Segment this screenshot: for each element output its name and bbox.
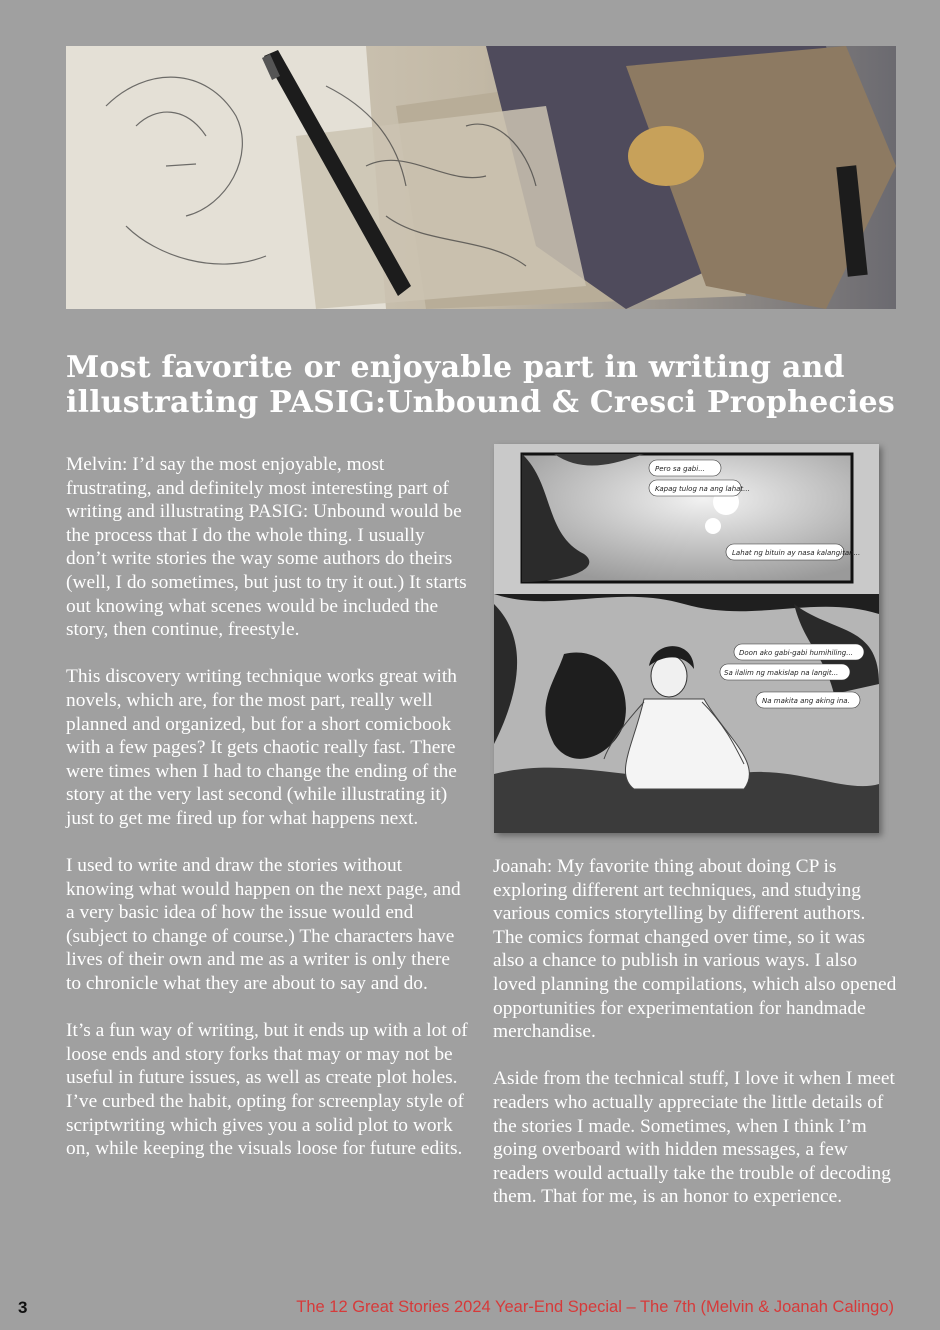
speech-bubble: Na makita ang aking ina. — [762, 697, 850, 705]
paragraph: Melvin: I’d say the most enjoyable, most frustrating, and definitely most interesting part of writing and illustrating PASIG: Unbound would be the process that I do the whole thing. I usually don’t write stories the way some authors do theirs (well, I do sometimes, but just to try it out.) It starts out knowing what scenes would be included the story, then continue, freestyle. — [66, 454, 467, 641]
page-number: 3 — [18, 1298, 28, 1317]
right-column — [493, 855, 898, 1233]
sketch-collage-image — [66, 46, 896, 309]
headline-line-1: Most favorite or enjoyable part in writing and — [66, 350, 845, 385]
speech-bubble: Lahat ng bituin ay nasa kalangitan... — [732, 549, 861, 557]
paragraph: It’s a fun way of writing, but it ends up with a lot of loose ends and story forks that may or may not be useful in future issues, as well as create plot holes. I’ve curbed the habit, opting for screenplay style of scriptwriting which gives you a solid plot to work on, while keeping the visuals loose for future edits. — [66, 1020, 468, 1160]
footer-title: The 12 Great Stories 2024 Year-End Special – The 7th (Melvin & Joanah Calingo) — [296, 1298, 894, 1316]
paragraph: Joanah: My favorite thing about doing CP is exploring different art techniques, and studying various comics storytelling by different authors. The comics format changed over time, so it was also a chance to publish in various ways. I also loved planning the compilations, which also opened opportunities for experimentation for handmade merchandise. — [493, 856, 897, 1043]
paragraph: Aside from the technical stuff, I love it when I meet readers who actually appreciate the little details of the stories I made. Sometimes, when I think I’m going overboard with hidden messages, a few readers would actually take the trouble of decoding them. That for me, is an honor to experience. — [493, 1068, 895, 1208]
section-headline — [66, 350, 896, 420]
left-column — [66, 453, 468, 1184]
speech-bubble: Sa ilalim ng makislap na langit... — [724, 669, 839, 677]
paragraph: I used to write and draw the stories without knowing what would happen on the next page, and a very basic idea of how the issue would end (subject to change of course.) The characters have lives of their own and me as a writer is only there to chronicle what they are about to say and do. — [66, 855, 461, 995]
hero-image — [66, 46, 896, 309]
paragraph: This discovery writing technique works great with novels, which are, for the most part, really well planned and organized, but for a short comicbook with a few pages? It gets chaotic really fast. There were times when I had to change the ending of the story at the very last second (while illustrating it) just to get me fired up for what happens next. — [66, 666, 457, 829]
speech-bubble: Doon ako gabi-gabi humihiling... — [739, 649, 853, 657]
headline-line-2: illustrating PASIG:Unbound & Cresci Prophecies — [66, 385, 895, 420]
speech-bubble: Kapag tulog na ang lahat... — [655, 485, 750, 493]
comic-panel-image — [494, 444, 879, 833]
speech-bubble: Pero sa gabi... — [655, 465, 705, 473]
